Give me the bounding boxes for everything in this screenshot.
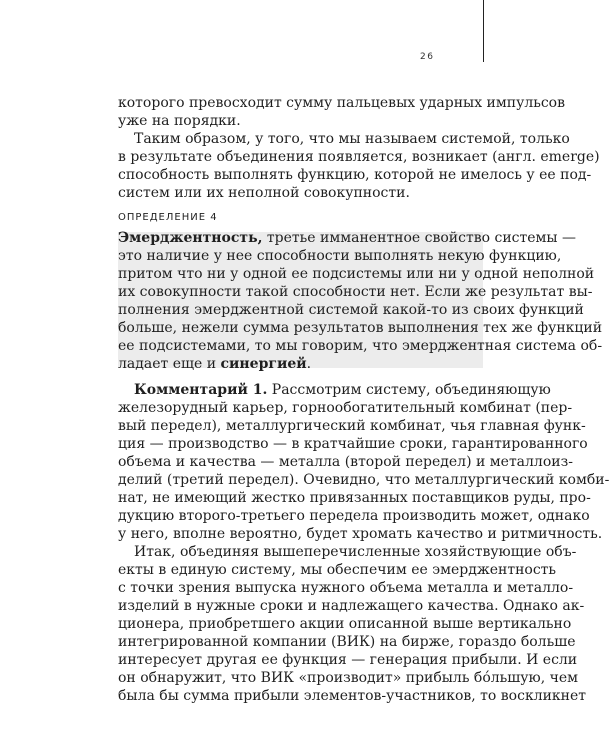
definition-term: Эмерджентность, [118,230,263,246]
text-line: интересует другая ее функция — генерация прибыли. И если [118,652,578,668]
comment-line: нат, не имеющий жестко привязанных поставщиков руды, про- [118,490,591,506]
comment-line: у него, вполне вероятно, будет хромать качество и ритмичность. [118,526,603,542]
text-line: ционера, приобретшего акции описанной выше вертикально [118,616,572,632]
text-line: с точки зрения выпуска нужного объема металла и металло- [118,580,574,596]
definition-line: это наличие у нее способности выполнять некую функцию, [118,248,562,264]
text-line: уже на порядки. [118,113,241,129]
text-line: екты в единую систему, мы обеспечим ее эмерджентность [118,562,557,578]
definition-line: притом что ни у одной ее подсистемы или ни у одной неполной [118,266,595,282]
comment-line: ция — производство — в кратчайшие сроки, гарантированного [118,436,588,452]
text-line: способность выполнять функцию, которой не имелось у ее под- [118,167,592,183]
comment-label: Комментарий 1. [134,382,268,398]
text-line: изделий в нужные сроки и надлежащего качества. Однако ак- [118,598,585,614]
comment-line: дукцию второго-третьего передела производить может, однако [118,508,590,524]
definition-line: их совокупности такой способности нет. Если же результат вы- [118,284,593,300]
comment-line: делий (третий передел). Очевидно, что металлургический комби- [118,472,609,488]
text-line: которого превосходит сумму пальцевых ударных импульсов [118,95,565,111]
definition-line: ладает еще и синергией. [118,356,312,372]
definition-line: ее подсистемами, то мы говорим, что эмерджентная система об- [118,338,603,354]
comment-line: объема и качества — металла (второй передел) и металлоиз- [118,454,573,470]
definition-line: полнения эмерджентной системой какой-то из своих функций [118,302,584,318]
comment-line: вый передел), металлургический комбинат, чья главная функ- [118,418,586,434]
text-line: систем или их неполной совокупности. [118,185,410,201]
text-line: Таким образом, у того, что мы называем системой, только [134,131,570,147]
definition-line: больше, нежели сумма результатов выполнения тех же функций [118,320,603,336]
header-rule [483,0,484,62]
definition-title: ОПРЕДЕЛЕНИЕ 4 [118,212,218,223]
text-line: была бы сумма прибыли элементов-участников, то воскликнет [118,688,587,704]
comment-line: Комментарий 1. Рассмотрим систему, объединяющую [134,382,551,398]
synergy-term: синергией [220,356,307,372]
comment-line: железорудный карьер, горнообогатительный комбинат (пер- [118,400,573,416]
page-number: 26 [420,52,435,62]
text-line: в результате объединения появляется, возникает (англ. emerge) [118,149,600,165]
text-line: он обнаружит, что ВИК «производит» прибыль бóльшую, чем [118,670,579,686]
definition-line: Эмерджентность, третье имманентное свойство системы — [118,230,576,246]
text-line: Итак, объединяя вышеперечисленные хозяйствующие объ- [134,544,577,560]
text-line: интегрированной компании (ВИК) на бирже, гораздо больше [118,634,576,650]
